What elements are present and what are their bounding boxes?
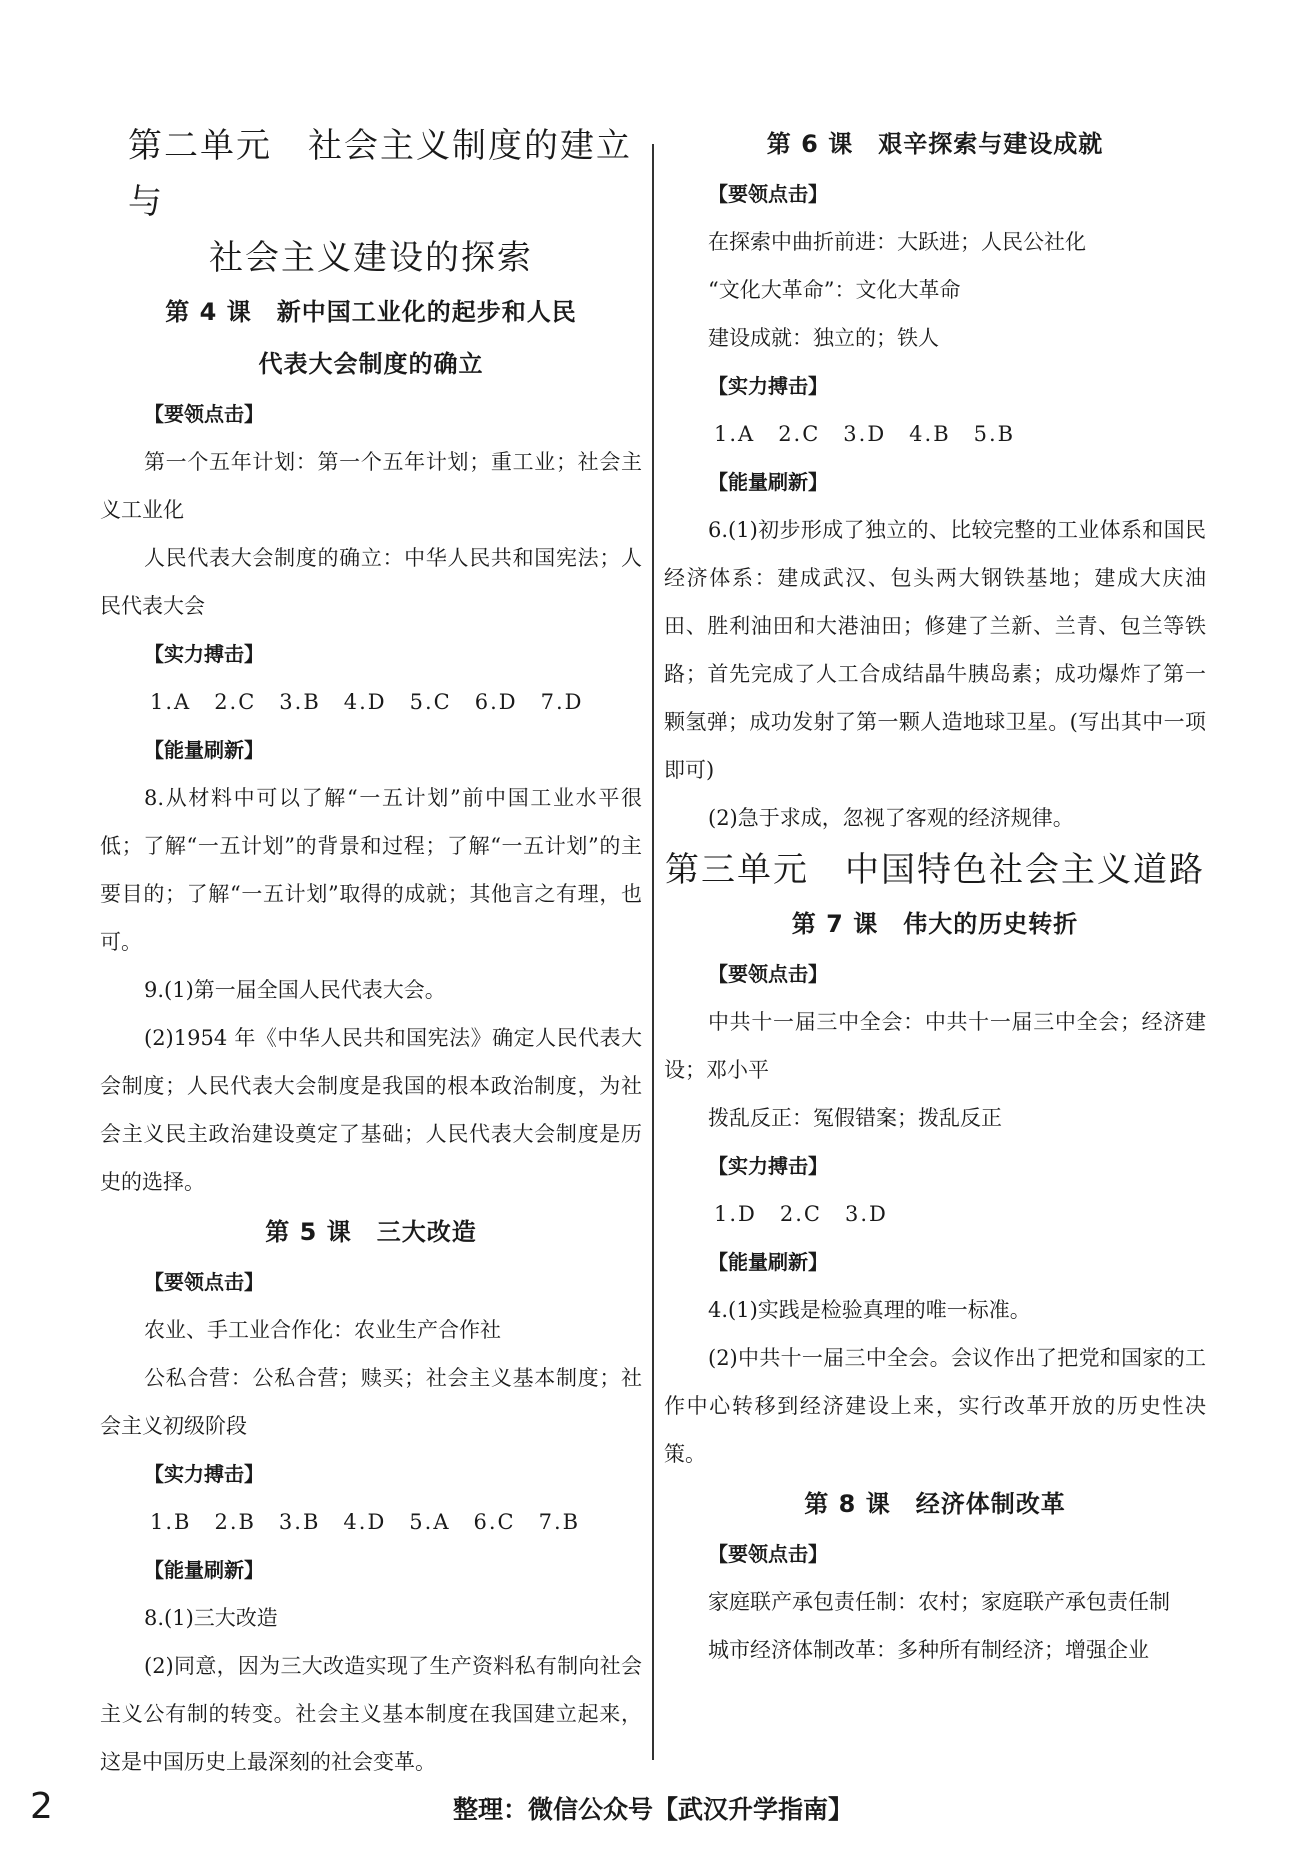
section-heading-practice: 【实力搏击】 — [708, 374, 828, 398]
section-heading-practice: 【实力搏击】 — [144, 642, 264, 666]
paragraph: 8.从材料中可以了解“一五计划”前中国工业水平很低；了解“一五计划”的背景和过程；了解“一五计划”的主要目的；了解“一五计划”取得的成就；其他言之有理，也可。 — [100, 786, 642, 954]
paragraph: 9.(1)第一届全国人民代表大会。 — [144, 978, 446, 1002]
paragraph: (2)急于求成，忽视了客观的经济规律。 — [708, 806, 1074, 830]
unit-title-line2: 社会主义建设的探索 — [209, 238, 533, 278]
lesson-7-title: 第 7 课 伟大的历史转折 — [791, 910, 1079, 938]
section-heading-key-points: 【要领点击】 — [708, 962, 828, 986]
column-divider — [652, 144, 654, 1760]
paragraph: 家庭联产承包责任制：农村；家庭联产承包责任制 — [708, 1590, 1170, 1614]
page-number: 2 — [30, 1786, 53, 1827]
section-heading-key-points: 【要领点击】 — [708, 1542, 828, 1566]
paragraph: 8.(1)三大改造 — [144, 1606, 278, 1630]
section-heading-refresh: 【能量刷新】 — [144, 738, 264, 762]
paragraph: 农业、手工业合作化：农业生产合作社 — [144, 1318, 501, 1342]
paragraph: 城市经济体制改革：多种所有制经济；增强企业 — [708, 1638, 1149, 1662]
left-column — [100, 118, 642, 1786]
lesson-4-title-line1: 第 4 课 新中国工业化的起步和人民 — [165, 298, 577, 326]
answer-key: 1.D 2.C 3.D — [714, 1202, 888, 1226]
section-heading-practice: 【实力搏击】 — [708, 1154, 828, 1178]
answer-key: 1.A 2.C 3.D 4.B 5.B — [714, 422, 1016, 446]
paragraph: 6.(1)初步形成了独立的、比较完整的工业体系和国民经济体系：建成武汉、包头两大钢铁基地；建成大庆油田、胜利油田和大港油田；修建了兰新、兰青、包兰等铁路；首先完成了人工合成结晶牛胰岛素；成功爆炸了第一颗氢弹；成功发射了第一颗人造地球卫星。(写出其中一项即可) — [664, 518, 1206, 782]
lesson-5-title: 第 5 课 三大改造 — [265, 1218, 477, 1246]
lesson-6-title: 第 6 课 艰辛探索与建设成就 — [766, 130, 1104, 158]
paragraph: 在探索中曲折前进：大跃进；人民公社化 — [708, 230, 1086, 254]
answer-key: 1.B 2.B 3.B 4.D 5.A 6.C 7.B — [150, 1510, 581, 1534]
paragraph: 4.(1)实践是检验真理的唯一标准。 — [708, 1298, 1031, 1322]
paragraph: “文化大革命”：文化大革命 — [708, 278, 961, 302]
footer-credit: 整理：微信公众号【武汉升学指南】 — [452, 1795, 853, 1824]
paragraph: (2)同意，因为三大改造实现了生产资料私有制向社会主义公有制的转变。社会主义基本制度在我国建立起来，这是中国历史上最深刻的社会变革。 — [100, 1654, 642, 1774]
paragraph: 公私合营：公私合营；赎买；社会主义基本制度；社会主义初级阶段 — [100, 1366, 642, 1438]
unit-3-title: 第三单元 中国特色社会主义道路 — [665, 850, 1205, 890]
section-heading-refresh: 【能量刷新】 — [708, 1250, 828, 1274]
right-column — [664, 118, 1206, 1674]
section-heading-key-points: 【要领点击】 — [144, 402, 264, 426]
lesson-4-title-line2: 代表大会制度的确立 — [258, 350, 484, 378]
section-heading-practice: 【实力搏击】 — [144, 1462, 264, 1486]
unit-title-line1: 第二单元 社会主义制度的建立与 — [128, 126, 632, 222]
paragraph: 建设成就：独立的；铁人 — [708, 326, 939, 350]
lesson-8-title: 第 8 课 经济体制改革 — [804, 1490, 1066, 1518]
paragraph: 拨乱反正：冤假错案；拨乱反正 — [708, 1106, 1002, 1130]
section-heading-key-points: 【要领点击】 — [144, 1270, 264, 1294]
paragraph: (2)中共十一届三中全会。会议作出了把党和国家的工作中心转移到经济建设上来，实行改革开放的历史性决策。 — [664, 1346, 1206, 1466]
paragraph: 人民代表大会制度的确立：中华人民共和国宪法；人民代表大会 — [100, 546, 642, 618]
section-heading-refresh: 【能量刷新】 — [144, 1558, 264, 1582]
answer-key: 1.A 2.C 3.B 4.D 5.C 6.D 7.D — [150, 690, 584, 714]
paragraph: (2)1954 年《中华人民共和国宪法》确定人民代表大会制度；人民代表大会制度是我国的根本政治制度，为社会主义民主政治建设奠定了基础；人民代表大会制度是历史的选择。 — [100, 1026, 642, 1194]
paragraph: 第一个五年计划：第一个五年计划；重工业；社会主义工业化 — [100, 450, 642, 522]
section-heading-refresh: 【能量刷新】 — [708, 470, 828, 494]
section-heading-key-points: 【要领点击】 — [708, 182, 828, 206]
paragraph: 中共十一届三中全会：中共十一届三中全会；经济建设；邓小平 — [664, 1010, 1206, 1082]
